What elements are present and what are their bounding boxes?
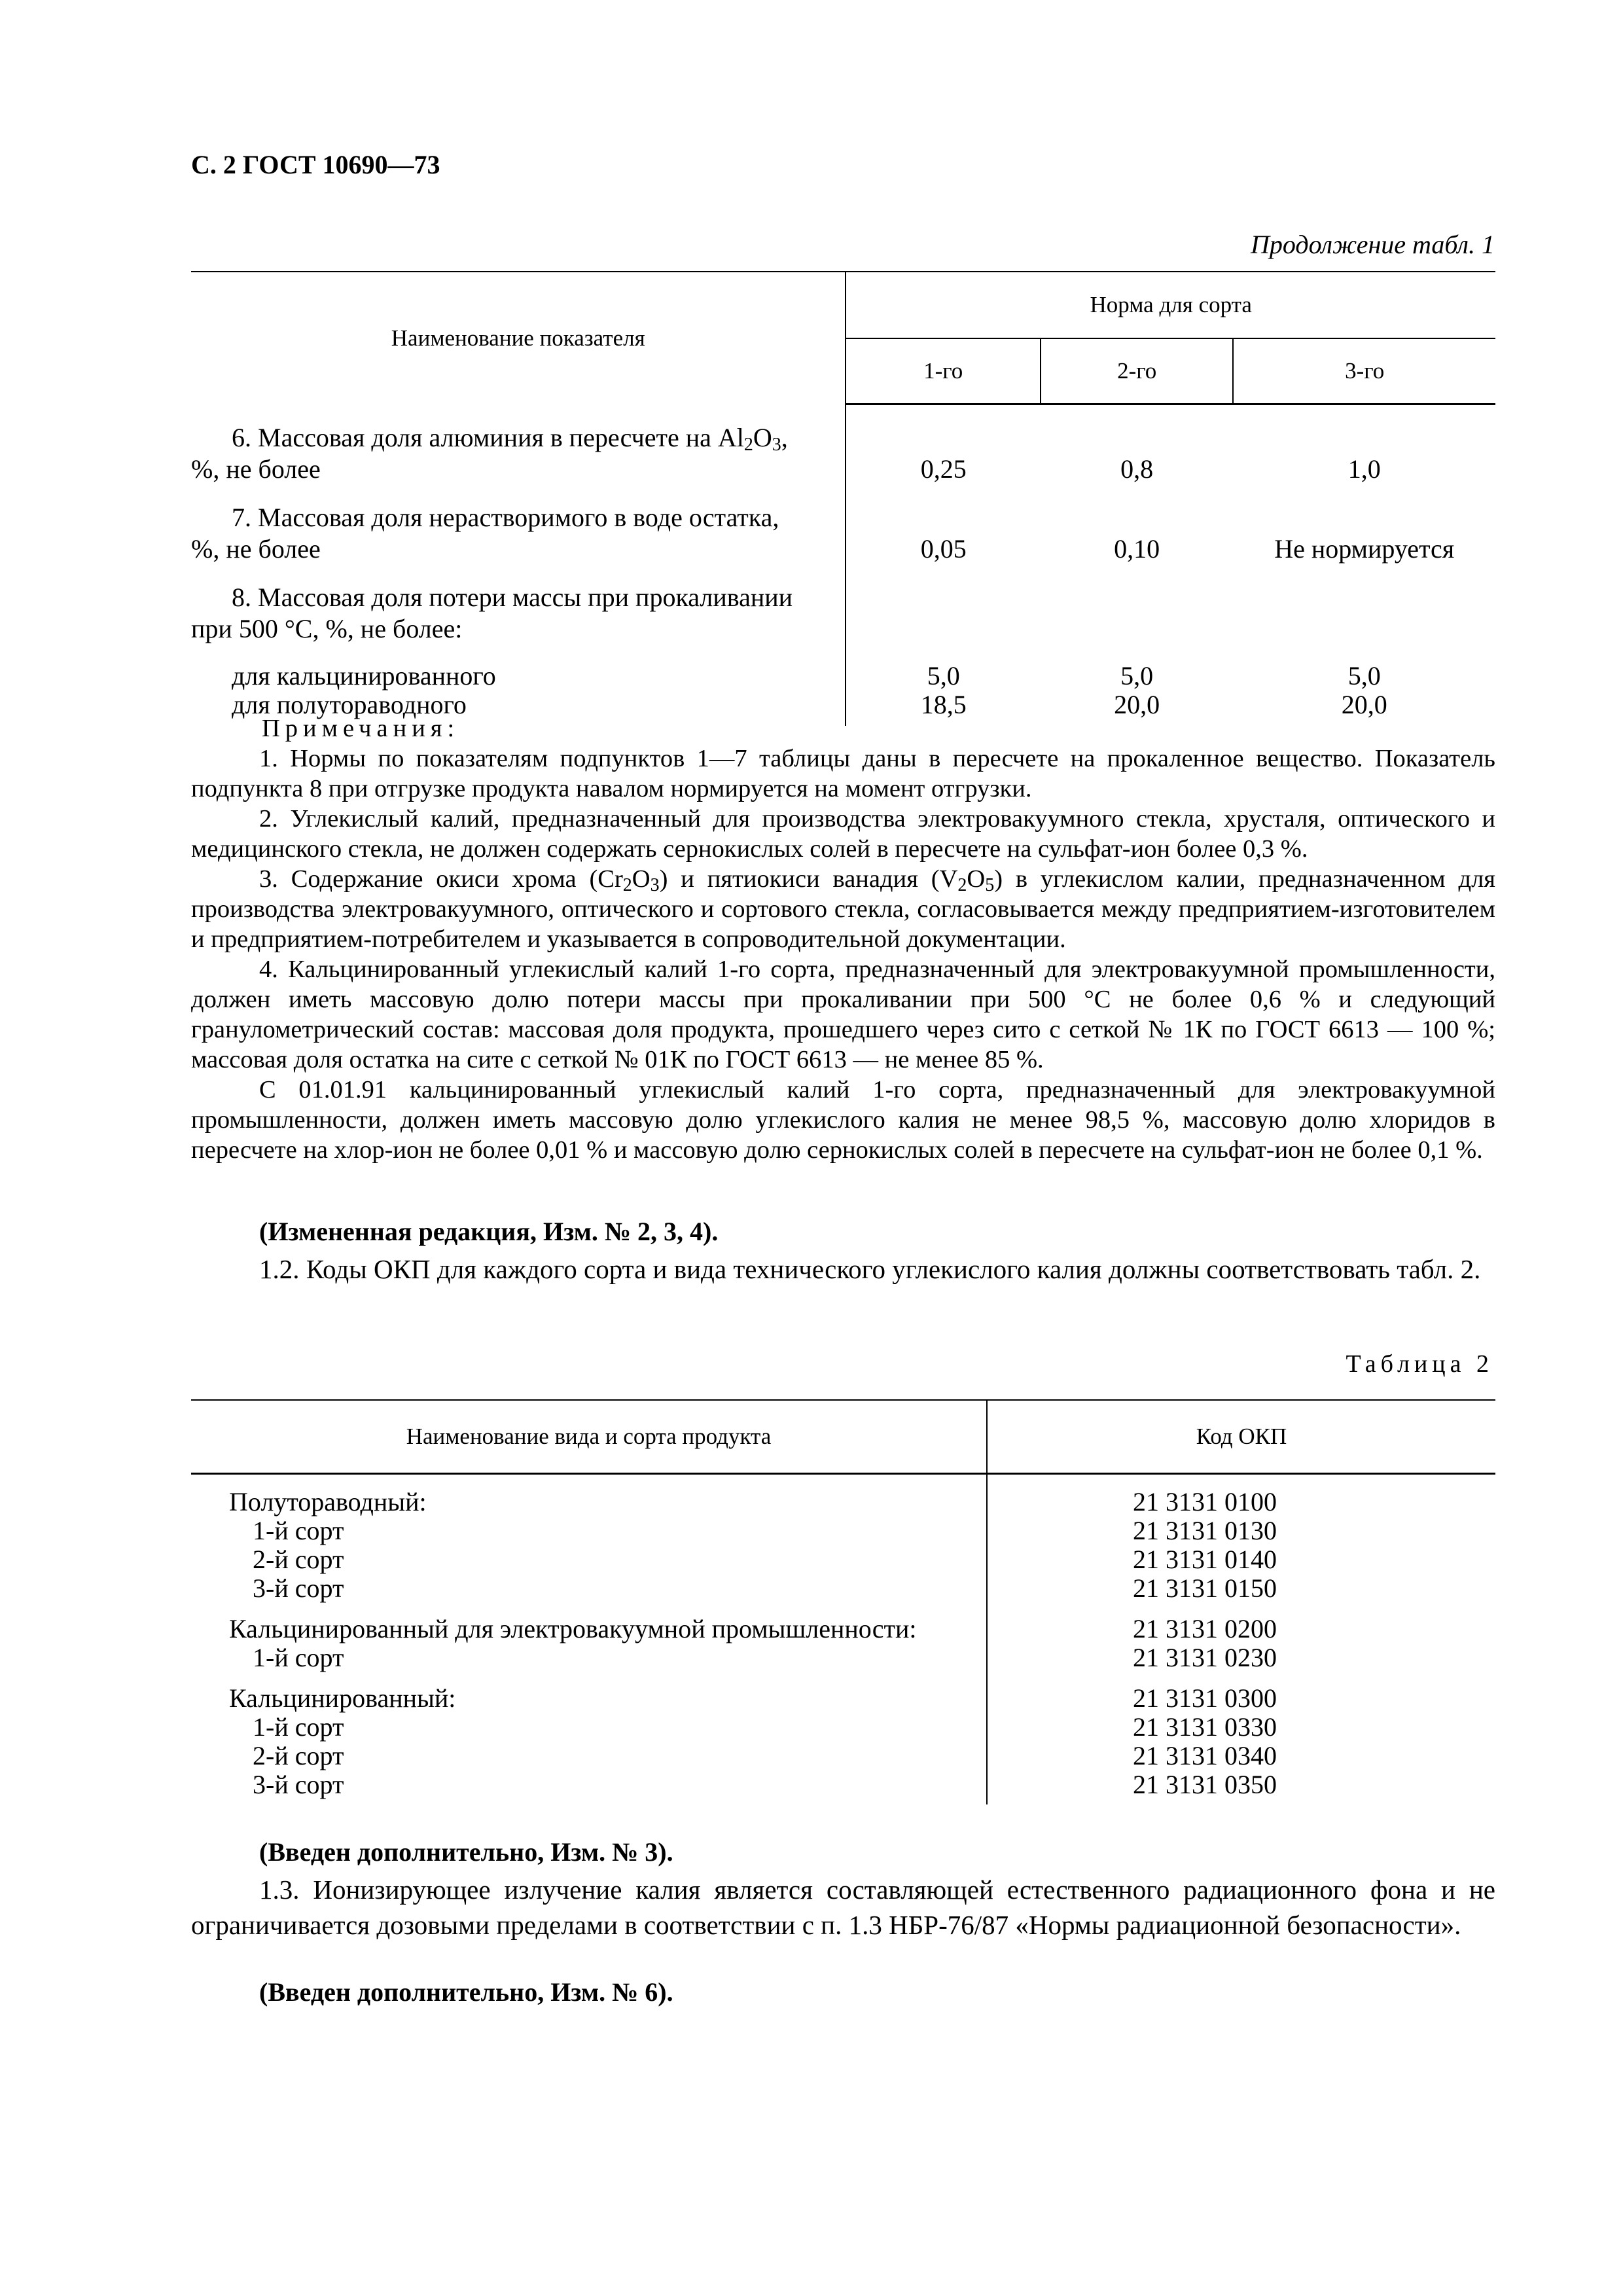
product-name: 2-й сорт: [191, 1742, 987, 1770]
cell-value: 5,0: [1347, 661, 1381, 691]
subscript: 3: [650, 875, 660, 895]
amendment-note-3: (Введен дополнительно, Изм. № 6).: [259, 1977, 673, 2007]
col-header-product: Наименование вида и сорта продукта: [191, 1400, 987, 1474]
note-1: 1. Нормы по показателям подпунктов 1—7 таблицы даны в пересчете на прокаленное вещество. Показатель подпункта 8 при отгрузке продукта навалом нормируется на момент отгрузки.: [191, 745, 1495, 802]
product-name: Кальцинированный для электровакуумной промышленности:: [191, 1603, 987, 1643]
note-3-part: O: [632, 865, 651, 893]
paragraph-1-3-text: 1.3. Ионизирующее излучение калия является составляющей естественного радиационного фона и не ограничивается дозовыми пределами в соответствии с п. 1.3 НБР-76/87 «Нормы радиационной безопасности».: [191, 1874, 1495, 1940]
col-header-norm: Норма для сорта: [846, 272, 1495, 338]
cell-value: 0,10: [1114, 534, 1160, 564]
col-header-grade-3: 3-го: [1233, 338, 1495, 404]
note-5: С 01.01.91 кальцинированный углекислый калий 1-го сорта, предназначенный для электровакуумной промышленности, должен иметь массовую долю углекислого калия не менее 98,5 %, массовую долю хлоридов в пересчете на хлор-ион не более 0,01 % и массовую долю сернокислых солей в пересчете на сульфат-ион не более 0,1 %.: [191, 1076, 1495, 1164]
product-name: 1-й сорт: [191, 1643, 987, 1672]
okp-code: 21 3131 0200: [1133, 1614, 1277, 1643]
row8a-label: для кальцинированного: [232, 661, 496, 691]
okp-code: 21 3131 0150: [1133, 1573, 1277, 1603]
table-row: [191, 502, 1495, 565]
col-header-okp-code: Код ОКП: [987, 1400, 1495, 1474]
table-row: [191, 1516, 1495, 1545]
okp-code: 21 3131 0300: [1133, 1683, 1277, 1713]
table-row: [191, 1545, 1495, 1574]
okp-code: 21 3131 0330: [1133, 1712, 1277, 1742]
table-row: [191, 1603, 1495, 1643]
table-row: [191, 582, 1495, 645]
okp-code: 21 3131 0100: [1133, 1487, 1277, 1516]
amendment-note-2: (Введен дополнительно, Изм. № 3).: [259, 1837, 673, 1867]
okp-code: 21 3131 0350: [1133, 1770, 1277, 1799]
product-name: 1-й сорт: [191, 1713, 987, 1742]
table-2: [191, 1399, 1495, 1804]
table-continuation-label: Продолжение табл. 1: [1250, 230, 1495, 259]
note-2: 2. Углекислый калий, предназначенный для производства электровакуумного стекла, хрусталя, оптического и медицинского стекла, не должен содержать сернокислых солей в пересчете на сульфат-ион более 0,3 %.: [191, 805, 1495, 863]
product-name: 3-й сорт: [191, 1770, 987, 1804]
table-row: [191, 1574, 1495, 1603]
cell-value: 5,0: [927, 661, 960, 691]
row8b-label: для полутораводного: [232, 690, 467, 719]
note-3-part: ) и пятиокиси ванадия (V: [659, 865, 958, 893]
okp-code: 21 3131 0140: [1133, 1545, 1277, 1574]
okp-code: 21 3131 0130: [1133, 1516, 1277, 1545]
cell-value: 5,0: [1120, 661, 1154, 691]
note-3-part: O: [967, 865, 986, 893]
row6-label-line2: %, не более: [191, 454, 321, 484]
row7-label-line1: 7. Массовая доля нерастворимого в воде остатка,: [232, 503, 779, 532]
product-name: Кальцинированный:: [191, 1672, 987, 1713]
subscript: 2: [622, 875, 632, 895]
cell-value: 20,0: [1114, 690, 1160, 719]
table-row: [191, 1643, 1495, 1672]
paragraph-1-2: [191, 1251, 1495, 1287]
notes-title: Примечания:: [262, 715, 460, 742]
subscript: 2: [957, 875, 967, 895]
table-row: [191, 1474, 1495, 1517]
table-row: [191, 662, 1495, 691]
table-2-caption: Таблица 2: [1346, 1350, 1493, 1378]
subscript: 5: [985, 875, 995, 895]
row6-label-end: ,: [781, 423, 788, 452]
product-name: Полутораводный:: [191, 1474, 987, 1517]
amendment-note-1: (Измененная редакция, Изм. № 2, 3, 4).: [259, 1217, 719, 1246]
paragraph-1-3: [191, 1872, 1495, 1943]
cell-value: 0,8: [1120, 454, 1154, 484]
table-row: [191, 1742, 1495, 1770]
table-row: [191, 422, 1495, 485]
cell-value: 18,5: [920, 690, 967, 719]
product-name: 3-й сорт: [191, 1574, 987, 1603]
subscript: 3: [772, 435, 781, 455]
okp-code: 21 3131 0340: [1133, 1741, 1277, 1770]
cell-value: 0,25: [920, 454, 967, 484]
cell-value: 0,05: [920, 534, 967, 564]
note-3: [191, 864, 1495, 954]
cell-value: 1,0: [1347, 454, 1381, 484]
row8-label-line1: 8. Массовая доля потери массы при прокаливании: [232, 583, 793, 612]
note-3-part: 3. Содержание окиси хрома (Cr: [259, 865, 623, 893]
note-3-part: ) в углекислом калии, предназначенном для производства электровакуумного, оптического и сортового стекла, согласовывается между предприятием-изготовителем и предприятием-потребителем и указывается в сопроводительной документации.: [191, 865, 1496, 953]
product-name: 1-й сорт: [191, 1516, 987, 1545]
table-row: [191, 1770, 1495, 1804]
table-row: [191, 1713, 1495, 1742]
note-4: 4. Кальцинированный углекислый калий 1-го сорта, предназначенный для электровакуумной промышленности, должен иметь массовую долю потери массы при прокаливании при 500 °С не более 0,6 % и следующий гранулометрический состав: массовая доля продукта, прошедшего через сито с сеткой № 1К по ГОСТ 6613 — 100 %; массовая доля остатка на сите с сеткой № 01К по ГОСТ 6613 — не менее 85 %.: [191, 956, 1495, 1073]
col-header-name: Наименование показателя: [191, 272, 846, 404]
row7-label-line2: %, не более: [191, 534, 321, 564]
cell-value: Не нормируется: [1274, 534, 1455, 564]
cell-value: 20,0: [1341, 690, 1387, 719]
subscript: 2: [743, 435, 753, 455]
col-header-grade-2: 2-го: [1041, 338, 1233, 404]
table-row: [191, 1672, 1495, 1713]
page-title: С. 2 ГОСТ 10690—73: [191, 150, 440, 179]
col-header-grade-1: 1-го: [846, 338, 1040, 404]
row6-label-start: 6. Массовая доля алюминия в пересчете на Al: [232, 423, 744, 452]
table-1: [191, 271, 1495, 726]
product-name: 2-й сорт: [191, 1545, 987, 1574]
okp-code: 21 3131 0230: [1133, 1643, 1277, 1672]
paragraph-1-2-text: 1.2. Коды ОКП для каждого сорта и вида технического углекислого калия должны соответствовать табл. 2.: [259, 1254, 1481, 1284]
row8-label-line2: при 500 °С, %, не более:: [191, 614, 463, 643]
row6-label-mid: O: [753, 423, 772, 452]
notes-block: [191, 713, 1495, 1165]
